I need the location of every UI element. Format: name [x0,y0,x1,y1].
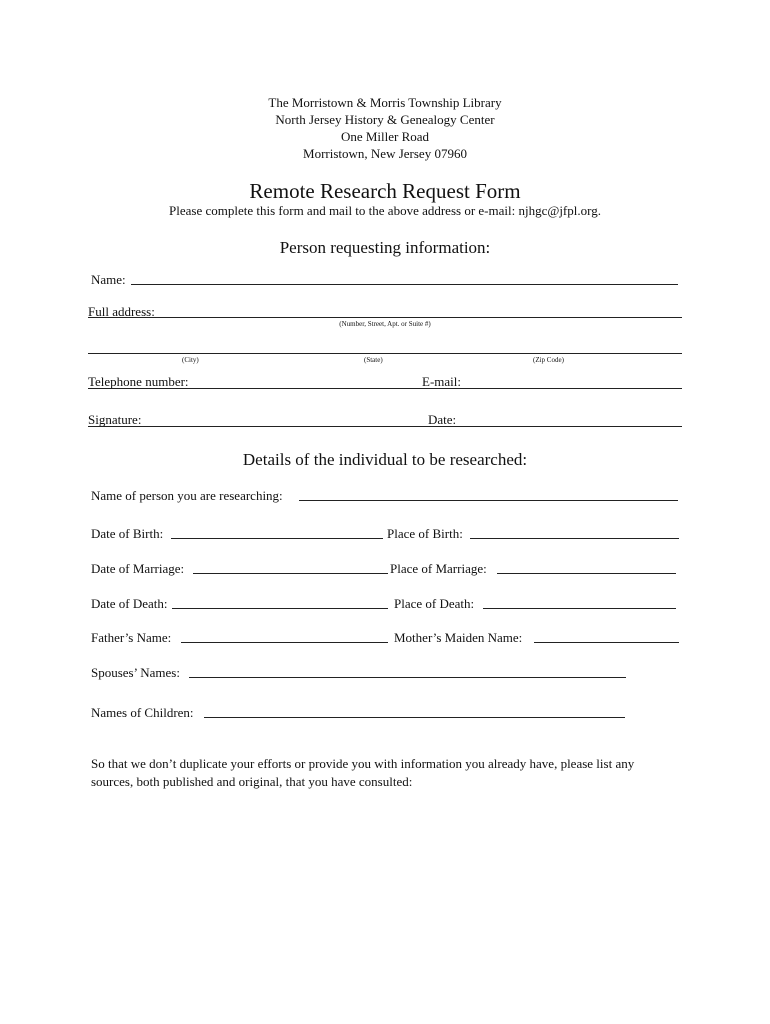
form-instructions: Please complete this form and mail to the above address or e-mail: njhgc@jfpl.org. [169,203,601,218]
date-of-birth-field[interactable] [171,538,383,539]
children-names-label: Names of Children: [91,705,194,720]
email-label: E-mail: [422,374,461,389]
zip-hint: (Zip Code) [533,356,564,364]
date-of-death-label: Date of Death: [91,596,168,611]
requester-heading: Person requesting information: [279,238,491,257]
full-address-label: Full address: [88,304,155,319]
name-label: Name: [91,272,126,287]
place-of-marriage-field[interactable] [497,573,676,574]
mother-maiden-name-field[interactable] [534,642,679,643]
place-of-marriage-label: Place of Marriage: [390,561,487,576]
street-address: One Miller Road [340,129,430,144]
place-of-death-label: Place of Death: [394,596,475,611]
father-name-label: Father’s Name: [91,630,172,645]
address-hint: (Number, Street, Apt. or Suite #) [339,320,431,328]
city-hint: (City) [182,356,199,364]
place-of-birth-label: Place of Birth: [387,526,463,541]
city-state-zip-field[interactable] [88,353,682,354]
father-name-field[interactable] [181,642,388,643]
signature-date-field[interactable] [88,426,682,427]
sources-note: So that we don’t duplicate your efforts or provide you with information you already have, please list any sources, both published and original, that you have consulted: [91,756,635,789]
person-researched-field[interactable] [299,500,678,501]
city-address: Morristown, New Jersey 07960 [303,146,467,161]
name-field[interactable] [131,284,678,285]
spouses-names-field[interactable] [189,677,626,678]
center-name: North Jersey History & Genealogy Center [275,112,495,127]
spouses-names-label: Spouses’ Names: [91,665,180,680]
signature-label: Signature: [88,412,142,427]
subject-heading: Details of the individual to be researched: [242,450,528,469]
library-name: The Morristown & Morris Township Library [268,95,502,110]
date-of-marriage-field[interactable] [193,573,388,574]
state-hint: (State) [364,356,383,364]
place-of-birth-field[interactable] [470,538,679,539]
date-label: Date: [428,412,457,427]
phone-email-field[interactable] [88,388,682,389]
place-of-death-field[interactable] [483,608,676,609]
date-of-marriage-label: Date of Marriage: [91,561,185,576]
form-title: Remote Research Request Form [249,179,521,203]
person-researched-label: Name of person you are researching: [91,488,283,503]
mother-maiden-name-label: Mother’s Maiden Name: [394,630,523,645]
children-names-field[interactable] [204,717,625,718]
street-address-field[interactable] [88,317,682,318]
telephone-label: Telephone number: [88,374,189,389]
date-of-death-field[interactable] [172,608,388,609]
date-of-birth-label: Date of Birth: [91,526,164,541]
